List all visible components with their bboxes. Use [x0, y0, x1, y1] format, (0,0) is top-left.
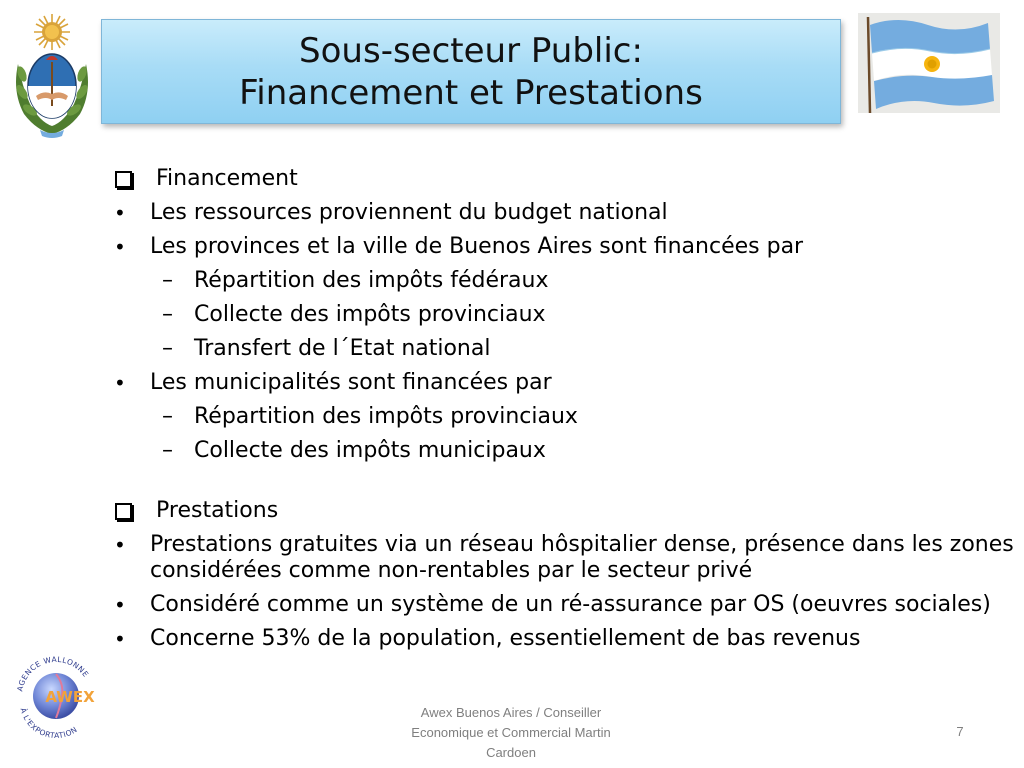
logo-arc-top-text: AGENCE WALLONNE: [15, 654, 91, 693]
bullet-item: [112, 532, 1020, 584]
sub-bullet-item: [112, 268, 1020, 294]
argentina-coat-of-arms-icon: [10, 12, 94, 140]
dash-marker: –: [162, 336, 173, 361]
sub-bullet-text: Répartition des impôts provinciaux: [194, 404, 578, 429]
slide-footer: [382, 703, 640, 763]
checkbox-square-icon: [115, 171, 132, 188]
section-heading-financement: [112, 166, 1020, 192]
dash-marker: –: [162, 438, 173, 463]
slide-content: [112, 166, 1020, 660]
footer-line-1: Awex Buenos Aires / Conseiller: [420, 705, 602, 720]
dash-marker: –: [162, 302, 173, 327]
bullet-item: [112, 626, 1020, 652]
footer-line-3: Cardoen: [486, 745, 536, 760]
bullet-item: [112, 592, 1020, 618]
argentina-flag-icon: [858, 13, 1000, 113]
sub-bullet-item: [112, 404, 1020, 430]
logo-arc-bottom-text: À L'EXPORTATION: [18, 706, 80, 738]
sub-bullet-item: [112, 438, 1020, 464]
slide-title-line-2: Financement et Prestations: [239, 72, 703, 113]
bullet-item: [112, 234, 1020, 260]
bullet-marker: •: [114, 371, 126, 395]
bullet-text: Considéré comme un système de un ré-assurance par OS (oeuvres sociales): [150, 592, 991, 617]
dash-marker: –: [162, 404, 173, 429]
footer-line-2: Economique et Commercial Martin: [411, 725, 611, 740]
sub-bullet-text: Collecte des impôts provinciaux: [194, 302, 546, 327]
bullet-marker: •: [114, 235, 126, 259]
sub-bullet-text: Transfert de l´Etat national: [194, 336, 491, 361]
bullet-text: Concerne 53% de la population, essentiellement de bas revenus: [150, 626, 861, 651]
sub-bullet-item: [112, 302, 1020, 328]
bullet-marker: •: [114, 201, 126, 225]
slide-title-box: [101, 19, 841, 124]
bullet-text: Les provinces et la ville de Buenos Aires sont financées par: [150, 234, 804, 259]
logo-mark-text: AWEX: [45, 688, 95, 706]
dash-marker: –: [162, 268, 173, 293]
page-number: 7: [956, 724, 964, 739]
bullet-text: Les municipalités sont financées par: [150, 370, 552, 395]
checkbox-square-icon: [115, 503, 132, 520]
section-spacer: [112, 472, 1020, 498]
bullet-item: [112, 200, 1020, 226]
bullet-marker: •: [114, 593, 126, 617]
section-heading-label: Prestations: [156, 498, 279, 523]
bullet-text: Prestations gratuites via un réseau hôspitalier dense, présence dans les zones considérées comme non-rentables par le secteur privé: [150, 532, 1014, 583]
bullet-marker: •: [114, 533, 126, 557]
slide-title-line-1: Sous-secteur Public:: [299, 30, 643, 71]
bullet-text: Les ressources proviennent du budget national: [150, 200, 668, 225]
sub-bullet-text: Répartition des impôts fédéraux: [194, 268, 549, 293]
sub-bullet-text: Collecte des impôts municipaux: [194, 438, 546, 463]
section-heading-label: Financement: [156, 166, 298, 191]
section-heading-prestations: [112, 498, 1020, 524]
sub-bullet-item: [112, 336, 1020, 362]
bullet-marker: •: [114, 627, 126, 651]
bullet-item: [112, 370, 1020, 396]
awex-logo-icon: [12, 650, 100, 738]
